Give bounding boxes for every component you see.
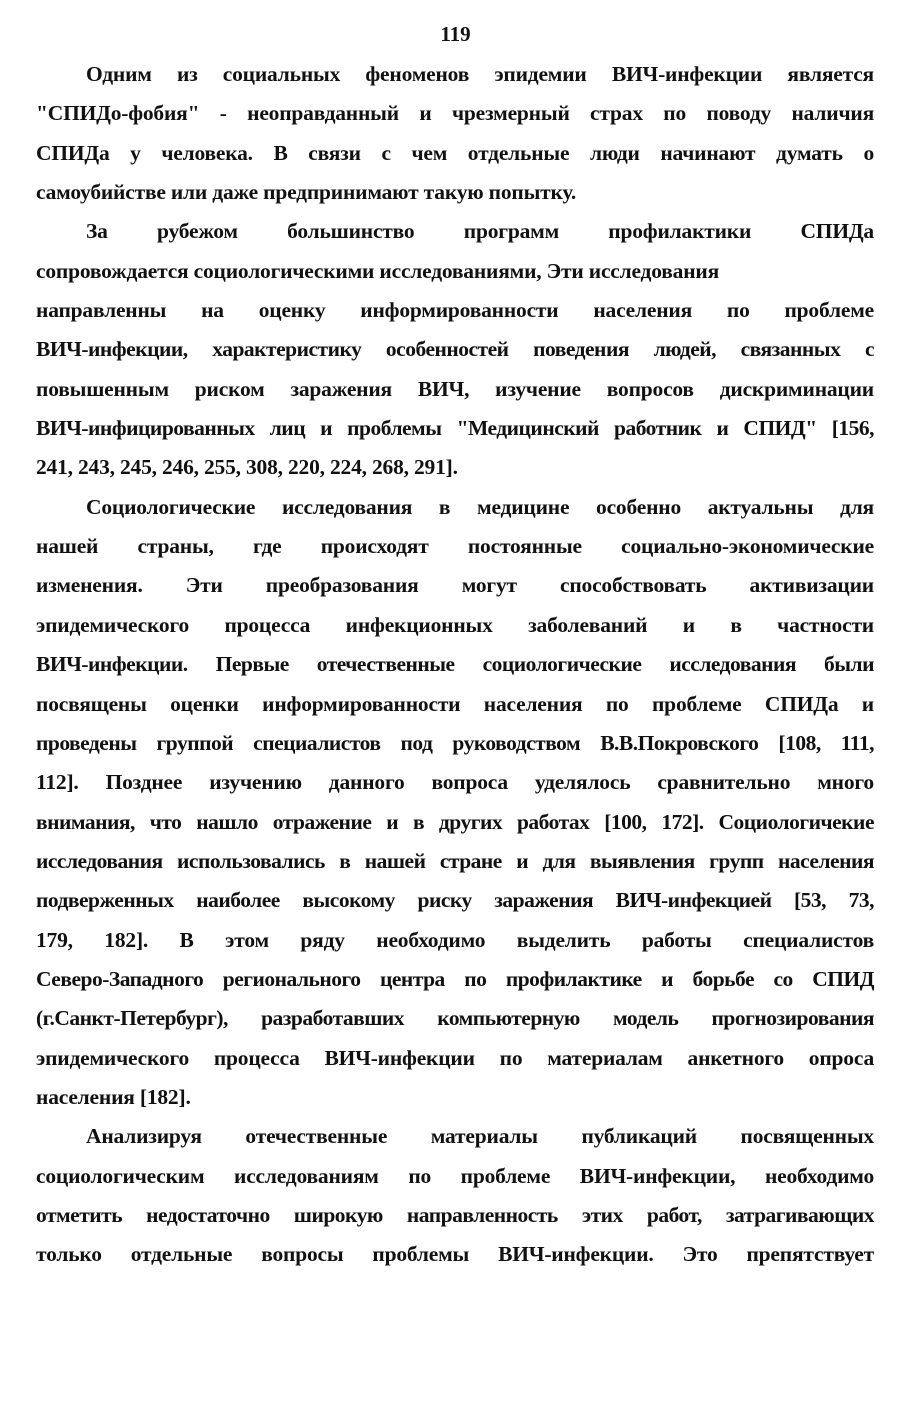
paragraph-2 — [36, 212, 874, 487]
text-line: только отдельные вопросы проблемы ВИЧ-инфекции. Это препятствует — [36, 1242, 874, 1267]
text-line: исследования использовались в нашей стране и для выявления групп населения — [36, 848, 874, 873]
text-line: 112]. Позднее изучению данного вопроса уделялось сравнительно много — [36, 770, 874, 795]
text-line: повышенным риском заражения ВИЧ, изучение вопросов дискриминации — [36, 376, 874, 401]
text-line: СПИДа у человека. В связи с чем отдельные люди начинают думать о — [36, 140, 874, 165]
text-line: направленны на оценку информированности населения по проблеме — [36, 298, 874, 323]
text-line: внимания, что нашло отражение и в других работах [100, 172]. Социологичекие — [36, 809, 874, 834]
paragraph-4 — [36, 1117, 874, 1274]
text-line: эпидемического процесса ВИЧ-инфекции по материалам анкетного опроса — [36, 1045, 874, 1070]
text-line: ВИЧ-инфекции. Первые отечественные социологические исследования были — [36, 652, 874, 677]
text-line: проведены группой специалистов под руководством В.В.Покровского [108, 111, — [36, 730, 874, 755]
body-text — [36, 55, 874, 1275]
text-line: 179, 182]. В этом ряду необходимо выделить работы специалистов — [36, 927, 874, 952]
text-line: ВИЧ-инфекции, характеристику особенностей поведения людей, связанных с — [36, 337, 874, 362]
text-line: Анализируя отечественные материалы публикаций посвященных — [86, 1124, 874, 1149]
text-line: отметить недостаточно широкую направленность этих работ, затрагивающих — [36, 1202, 874, 1227]
text-line: Северо-Западного регионального центра по профилактике и борьбе со СПИД — [36, 966, 874, 991]
paragraph-3 — [36, 488, 874, 1118]
text-line: населения [182]. — [36, 1084, 191, 1109]
text-line: Одним из социальных феноменов эпидемии ВИЧ-инфекции является — [86, 62, 874, 86]
text-line: Социологические исследования в медицине особенно актуальны для — [86, 494, 874, 519]
text-line: ВИЧ-инфицированных лиц и проблемы "Медицинский работник и СПИД" [156, — [36, 416, 874, 441]
paragraph-1 — [36, 55, 874, 212]
text-line: самоубийстве или даже предпринимают такую попытку. — [36, 180, 576, 205]
text-line: (г.Санкт-Петербург), разработавших компьютерную модель прогнозирования — [36, 1006, 874, 1031]
text-line: 241, 243, 245, 246, 255, 308, 220, 224, 268, 291]. — [36, 455, 458, 480]
text-line: изменения. Эти преобразования могут способствовать активизации — [36, 573, 874, 598]
text-line: посвящены оценки информированности населения по проблеме СПИДа и — [36, 691, 874, 716]
text-line: нашей страны, где происходят постоянные социально-экономические — [36, 534, 874, 559]
text-line: За рубежом большинство программ профилактики СПИДа — [86, 219, 874, 244]
text-line: социологическим исследованиям по проблеме ВИЧ-инфекции, необходимо — [36, 1163, 874, 1188]
text-line: подверженных наиболее высокому риску заражения ВИЧ-инфекцией [53, 73, — [36, 888, 874, 913]
text-line: сопровождается социологическими исследованиями, Эти исследования — [36, 258, 720, 283]
page-number: 119 — [440, 22, 471, 46]
text-line: "СПИДо-фобия" - неоправданный и чрезмерный страх по поводу наличия — [36, 101, 874, 126]
text-line: эпидемического процесса инфекционных заболеваний и в частности — [36, 612, 874, 637]
